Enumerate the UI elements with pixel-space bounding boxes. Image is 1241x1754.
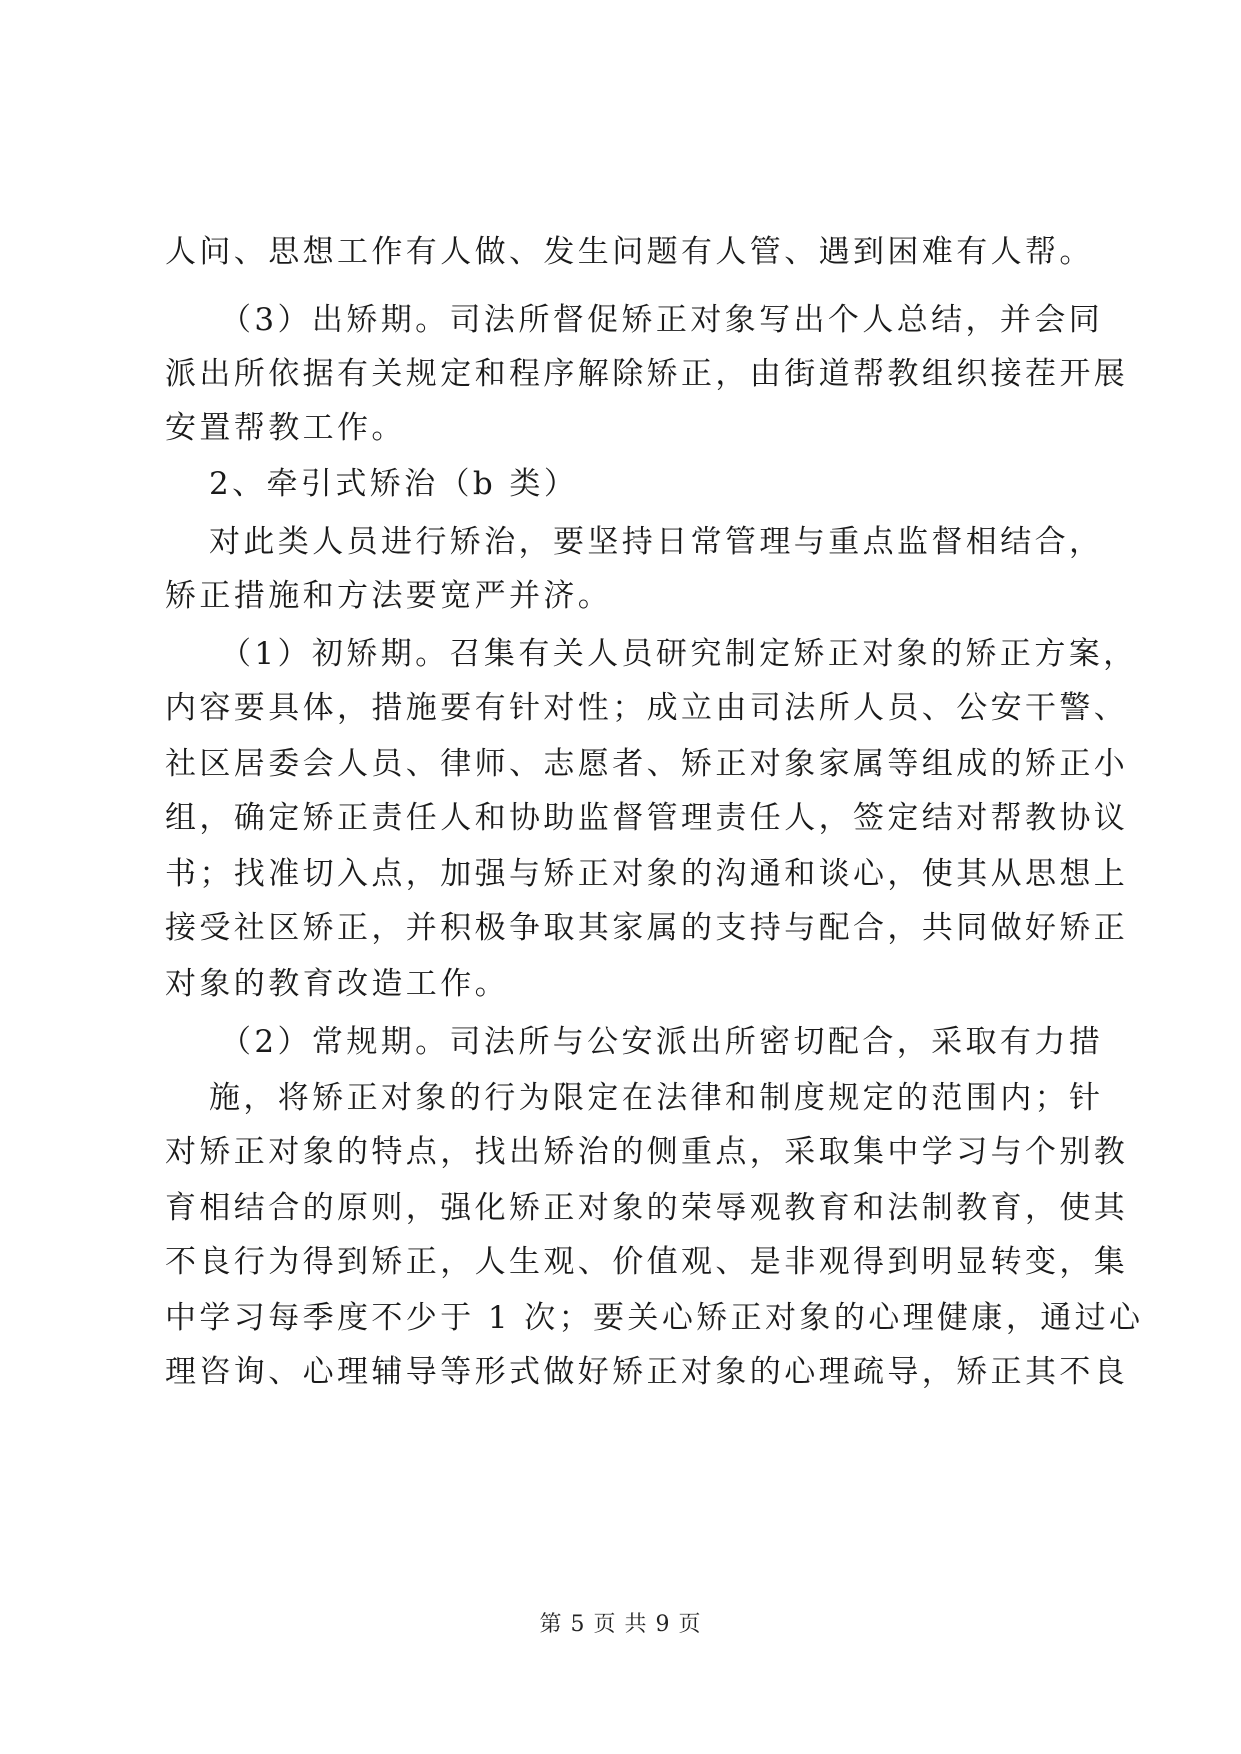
text-line: 不良行为得到矫正，人生观、价值观、是非观得到明显转变，集 — [165, 1244, 1129, 1280]
text-line: 内容要具体，措施要有针对性；成立由司法所人员、公安干警、 — [165, 690, 1129, 726]
section-heading: 2、牵引式矫治（b 类） — [209, 466, 579, 502]
text-line: （1）初矫期。召集有关人员研究制定矫正对象的矫正方案， — [220, 636, 1138, 672]
text-line: 理咨询、心理辅导等形式做好矫正对象的心理疏导，矫正其不良 — [165, 1354, 1129, 1390]
text-line: 社区居委会人员、律师、志愿者、矫正对象家属等组成的矫正小 — [165, 746, 1129, 782]
text-line: 育相结合的原则，强化矫正对象的荣辱观教育和法制教育，使其 — [165, 1190, 1129, 1226]
text-line: 矫正措施和方法要宽严并济。 — [165, 578, 613, 614]
text-line: 施，将矫正对象的行为限定在法律和制度规定的范围内；针 — [209, 1080, 1104, 1116]
text-line: 组，确定矫正责任人和协助监督管理责任人，签定结对帮教协议 — [165, 800, 1129, 836]
page-number-footer: 第 5 页 共 9 页 — [539, 1612, 702, 1637]
text-line: 对此类人员进行矫治，要坚持日常管理与重点监督相结合， — [209, 524, 1104, 560]
text-line: 接受社区矫正，并积极争取其家属的支持与配合，共同做好矫正 — [165, 910, 1129, 946]
text-line: 对象的教育改造工作。 — [165, 966, 509, 1002]
text-line: （2）常规期。司法所与公安派出所密切配合，采取有力措 — [220, 1024, 1104, 1060]
text-line: 人问、思想工作有人做、发生问题有人管、遇到困难有人帮。 — [165, 234, 1094, 270]
text-line: 对矫正对象的特点，找出矫治的侧重点，采取集中学习与个别教 — [165, 1134, 1129, 1170]
text-line: 派出所依据有关规定和程序解除矫正，由街道帮教组织接茬开展 — [165, 356, 1129, 392]
text-line: 书；找准切入点，加强与矫正对象的沟通和谈心，使其从思想上 — [165, 856, 1129, 892]
text-line: 安置帮教工作。 — [165, 410, 406, 446]
text-line: （3）出矫期。司法所督促矫正对象写出个人总结，并会同 — [220, 302, 1104, 338]
text-line: 中学习每季度不少于 1 次；要关心矫正对象的心理健康，通过心 — [165, 1300, 1144, 1336]
